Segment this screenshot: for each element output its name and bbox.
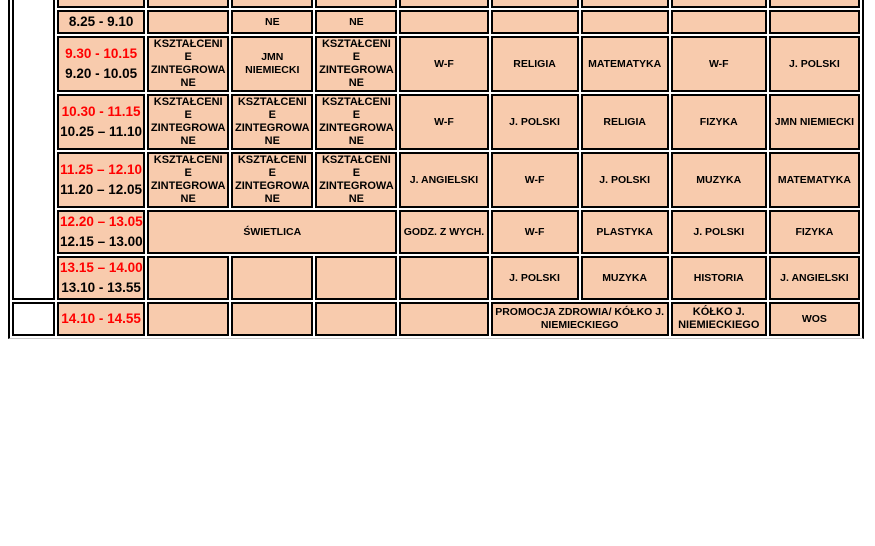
- empty-subject-cell: [399, 10, 488, 34]
- time-range-highlighted: 10.30 - 11.15: [61, 104, 141, 119]
- time-range-highlighted: 11.25 – 12.10: [60, 162, 143, 177]
- subject-cell: MATEMATYKA: [581, 36, 669, 92]
- day-column-cell: [12, 0, 55, 300]
- timetable-row: [12, 302, 860, 336]
- subject-cell: W-F: [399, 36, 488, 92]
- time-slot: [57, 152, 145, 208]
- subject-cell: HISTORIA: [671, 256, 767, 300]
- subject-cell: J. POLSKI: [769, 36, 860, 92]
- subject-cell: KSZTAŁCENIE ZINTEGROWANE: [315, 94, 397, 150]
- clipped-cell: [769, 0, 860, 8]
- clipped-cell: [57, 0, 145, 8]
- time-range: 10.25 – 11.10: [60, 124, 143, 139]
- timetable-row: [12, 94, 860, 150]
- subject-cell: ŚWIETLICA: [147, 210, 397, 254]
- time-slot: [57, 36, 145, 92]
- subject-cell: MUZYKA: [671, 152, 767, 208]
- timetable-body: [12, 0, 860, 336]
- empty-subject-cell: [147, 256, 229, 300]
- time-range-highlighted: 14.10 - 14.55: [61, 311, 141, 326]
- timetable-row: [12, 10, 860, 34]
- time-range-highlighted: 13.15 – 14.00: [60, 260, 143, 275]
- time-slot: [57, 94, 145, 150]
- subject-cell: NE: [231, 10, 313, 34]
- day-column-bottom-cell: [12, 302, 55, 336]
- empty-subject-cell: [769, 10, 860, 34]
- subject-cell: W-F: [491, 152, 579, 208]
- timetable-row: [12, 152, 860, 208]
- subject-cell: KSZTAŁCENIE ZINTEGROWANE: [147, 36, 229, 92]
- clipped-cell: [671, 0, 767, 8]
- empty-subject-cell: [491, 10, 579, 34]
- empty-subject-cell: [671, 10, 767, 34]
- clipped-cell: [315, 0, 397, 8]
- time-slot: [57, 10, 145, 34]
- subject-cell: W-F: [671, 36, 767, 92]
- empty-subject-cell: [315, 302, 397, 336]
- empty-subject-cell: [231, 256, 313, 300]
- subject-cell: WOS: [769, 302, 860, 336]
- empty-subject-cell: [231, 302, 313, 336]
- subject-cell: RELIGIA: [581, 94, 669, 150]
- timetable-row: [12, 0, 860, 8]
- subject-cell: KSZTAŁCENIE ZINTEGROWANE: [231, 152, 313, 208]
- clipped-cell: [147, 0, 229, 8]
- time-range: 12.15 – 13.00: [60, 234, 143, 249]
- subject-cell: J. POLSKI: [581, 152, 669, 208]
- subject-cell: J. POLSKI: [491, 94, 579, 150]
- time-slot: [57, 256, 145, 300]
- time-range: 9.20 - 10.05: [65, 66, 138, 81]
- timetable-row: [12, 256, 860, 300]
- clipped-cell: [581, 0, 669, 8]
- empty-subject-cell: [581, 10, 669, 34]
- subject-cell: J. ANGIELSKI: [399, 152, 488, 208]
- subject-cell: FIZYKA: [671, 94, 767, 150]
- subject-cell: KSZTAŁCENIE ZINTEGROWANE: [147, 152, 229, 208]
- subject-cell: W-F: [491, 210, 579, 254]
- empty-subject-cell: [399, 256, 488, 300]
- subject-cell: PLASTYKA: [581, 210, 669, 254]
- time-slot: [57, 210, 145, 254]
- subject-cell: JMN NIEMIECKI: [769, 94, 860, 150]
- time-range: 8.25 - 9.10: [68, 14, 134, 29]
- empty-subject-cell: [399, 302, 488, 336]
- clipped-cell: [399, 0, 488, 8]
- subject-cell: J. ANGIELSKI: [769, 256, 860, 300]
- subject-cell: FIZYKA: [769, 210, 860, 254]
- clipped-cell: [231, 0, 313, 8]
- empty-subject-cell: [147, 302, 229, 336]
- time-range: 11.20 – 12.05: [60, 182, 143, 197]
- subject-cell: KSZTAŁCENIE ZINTEGROWANE: [315, 36, 397, 92]
- timetable: [8, 0, 864, 339]
- subject-cell: RELIGIA: [491, 36, 579, 92]
- timetable-row: [12, 210, 860, 254]
- subject-cell: KSZTAŁCENIE ZINTEGROWANE: [315, 152, 397, 208]
- subject-cell: MUZYKA: [581, 256, 669, 300]
- subject-cell: JMN NIEMIECKI: [231, 36, 313, 92]
- subject-cell: MATEMATYKA: [769, 152, 860, 208]
- timetable-crop-area: [8, 0, 864, 339]
- subject-cell: J. POLSKI: [671, 210, 767, 254]
- time-range-highlighted: 12.20 – 13.05: [60, 214, 143, 229]
- subject-cell: J. POLSKI: [491, 256, 579, 300]
- subject-cell: KÓŁKO J. NIEMIECKIEGO: [671, 302, 767, 336]
- subject-cell: PROMOCJA ZDROWIA/ KÓŁKO J. NIEMIECKIEGO: [491, 302, 669, 336]
- subject-cell: KSZTAŁCENIE ZINTEGROWANE: [147, 94, 229, 150]
- time-range-highlighted: 9.30 - 10.15: [65, 46, 138, 61]
- empty-subject-cell: [147, 10, 229, 34]
- timetable-row: [12, 36, 860, 92]
- subject-cell: NE: [315, 10, 397, 34]
- clipped-cell: [491, 0, 579, 8]
- time-range: 13.10 - 13.55: [61, 280, 141, 295]
- subject-cell: KSZTAŁCENIE ZINTEGROWANE: [231, 94, 313, 150]
- empty-subject-cell: [315, 256, 397, 300]
- time-slot: [57, 302, 145, 336]
- subject-cell: GODZ. Z WYCH.: [399, 210, 488, 254]
- subject-cell: W-F: [399, 94, 488, 150]
